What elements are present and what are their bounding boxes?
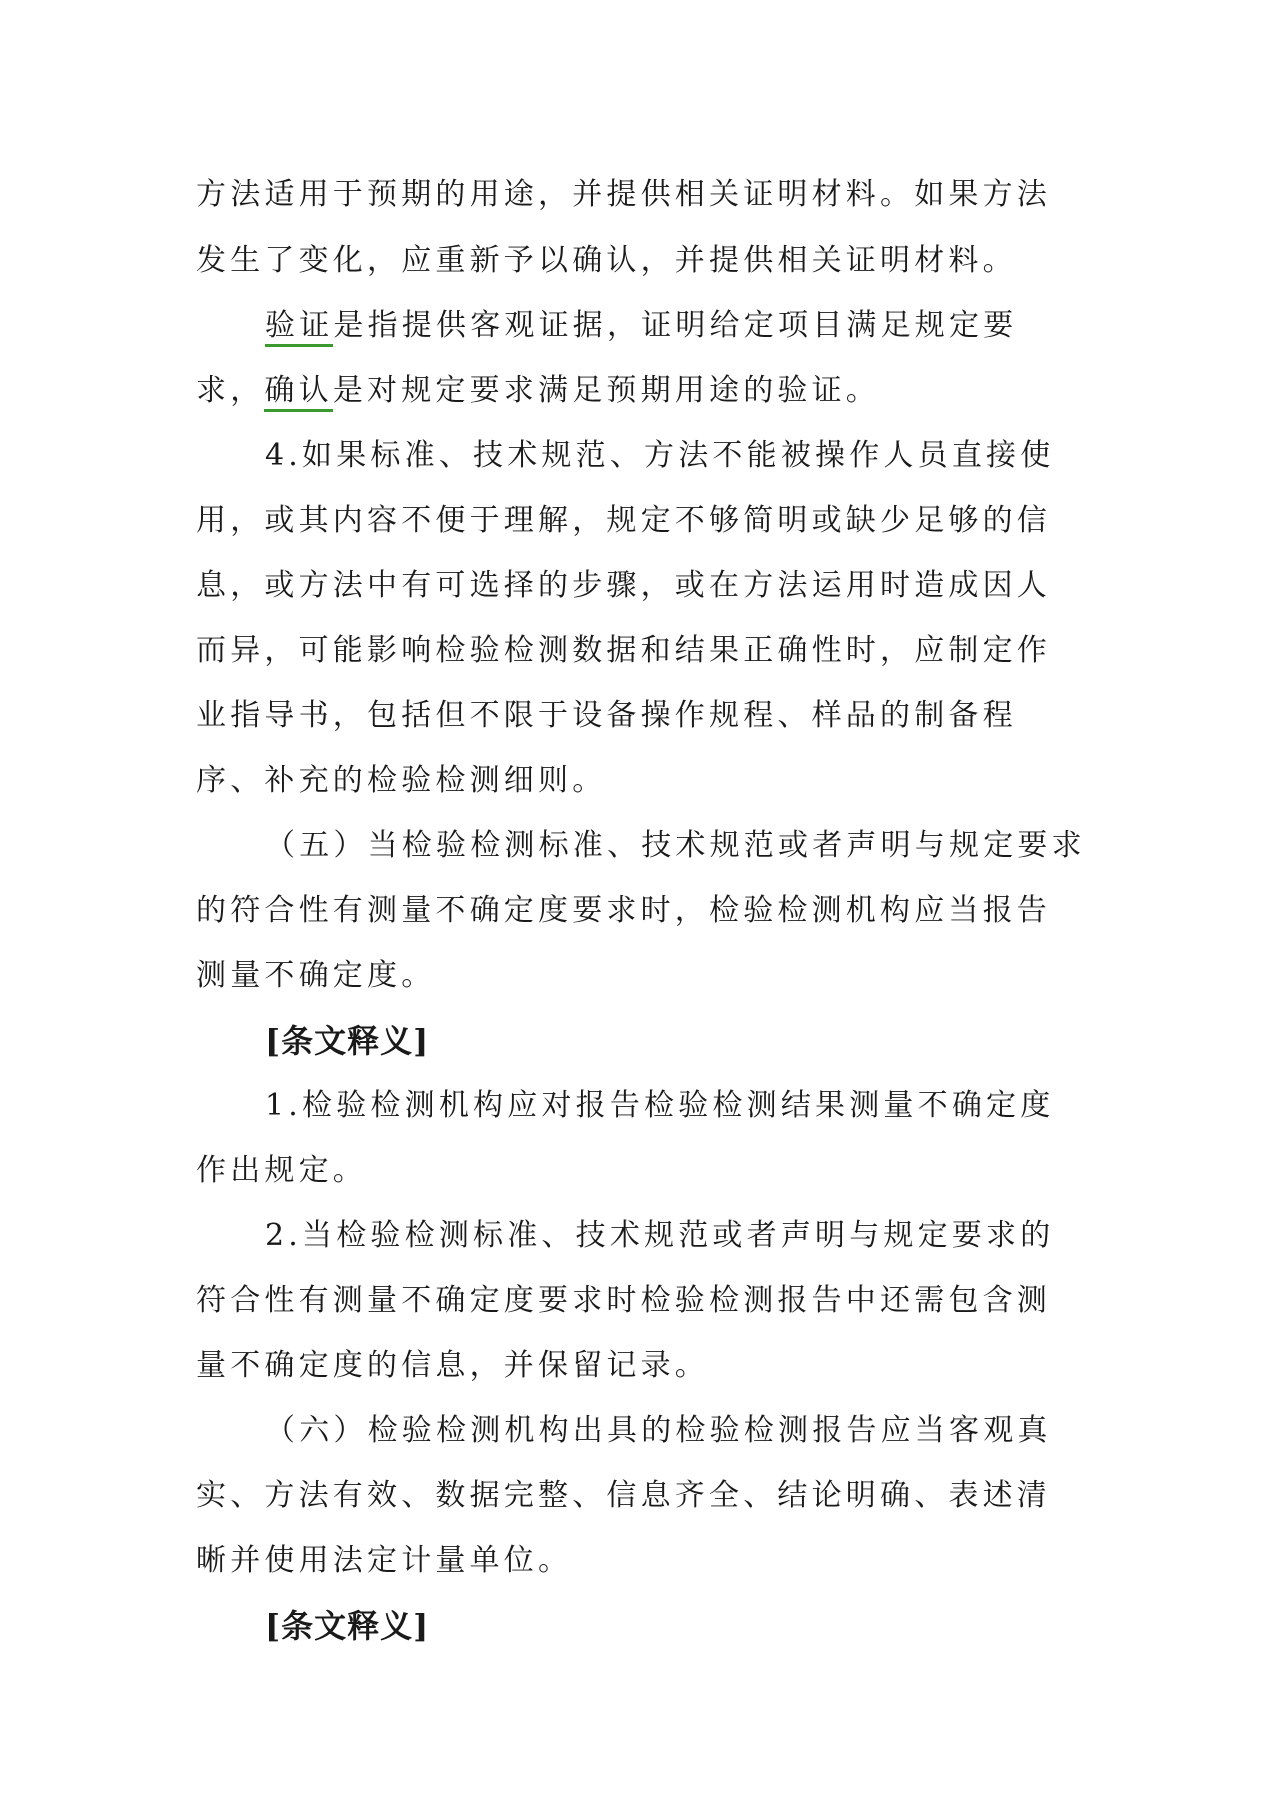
paragraph-line: 用，或其内容不便于理解，规定不够简明或缺少足够的信 <box>196 503 1051 538</box>
text-span: 是指提供客观证据，证明给定项目满足规定要 <box>333 308 1018 343</box>
paragraph-line: （五）当检验检测标准、技术规范或者声明与规定要求 <box>265 828 1086 863</box>
text-span: 是对规定要求满足预期用途的验证。 <box>332 373 881 408</box>
paragraph-line: 息，或方法中有可选择的步骤，或在方法运用时造成因人 <box>196 568 1051 603</box>
paragraph-line <box>265 293 1155 359</box>
paragraph-line: （六）检验检测机构出具的检验检测报告应当客观真 <box>265 1413 1052 1448</box>
paragraph-line: 4.如果标准、技术规范、方法不能被操作人员直接使 <box>265 438 1055 473</box>
paragraph-line: 量不确定度的信息，并保留记录。 <box>196 1348 709 1383</box>
section-heading: [条文释义] <box>265 1022 430 1060</box>
paragraph-line: 而异，可能影响检验检测数据和结果正确性时，应制定作 <box>196 633 1051 668</box>
paragraph-line: 业指导书，包括但不限于设备操作规程、样品的制备程 <box>196 698 1017 733</box>
paragraph-line: 2.当检验检测标准、技术规范或者声明与规定要求的 <box>265 1218 1055 1253</box>
paragraph-line: 测量不确定度。 <box>196 958 436 993</box>
paragraph-line: 的符合性有测量不确定度要求时，检验检测机构应当报告 <box>196 893 1051 928</box>
term-verification: 验证 <box>265 308 333 347</box>
paragraph-line: 1.检验检测机构应对报告检验检测结果测量不确定度 <box>265 1088 1055 1123</box>
term-validation: 确认 <box>264 373 332 412</box>
paragraph-line <box>196 358 1086 424</box>
paragraph-line: 符合性有测量不确定度要求时检验检测报告中还需包含测 <box>196 1283 1051 1318</box>
section-heading: [条文释义] <box>265 1607 430 1645</box>
paragraph-line: 作出规定。 <box>196 1153 367 1188</box>
paragraph-line: 晰并使用法定计量单位。 <box>196 1543 573 1578</box>
paragraph-line: 方法适用于预期的用途，并提供相关证明材料。如果方法 <box>196 177 1051 212</box>
paragraph-line: 发生了变化，应重新予以确认，并提供相关证明材料。 <box>196 243 1017 278</box>
text-span: 求， <box>196 373 265 408</box>
paragraph-line: 序、补充的检验检测细则。 <box>196 763 607 798</box>
paragraph-line: 实、方法有效、数据完整、信息齐全、结论明确、表述清 <box>196 1478 1051 1513</box>
